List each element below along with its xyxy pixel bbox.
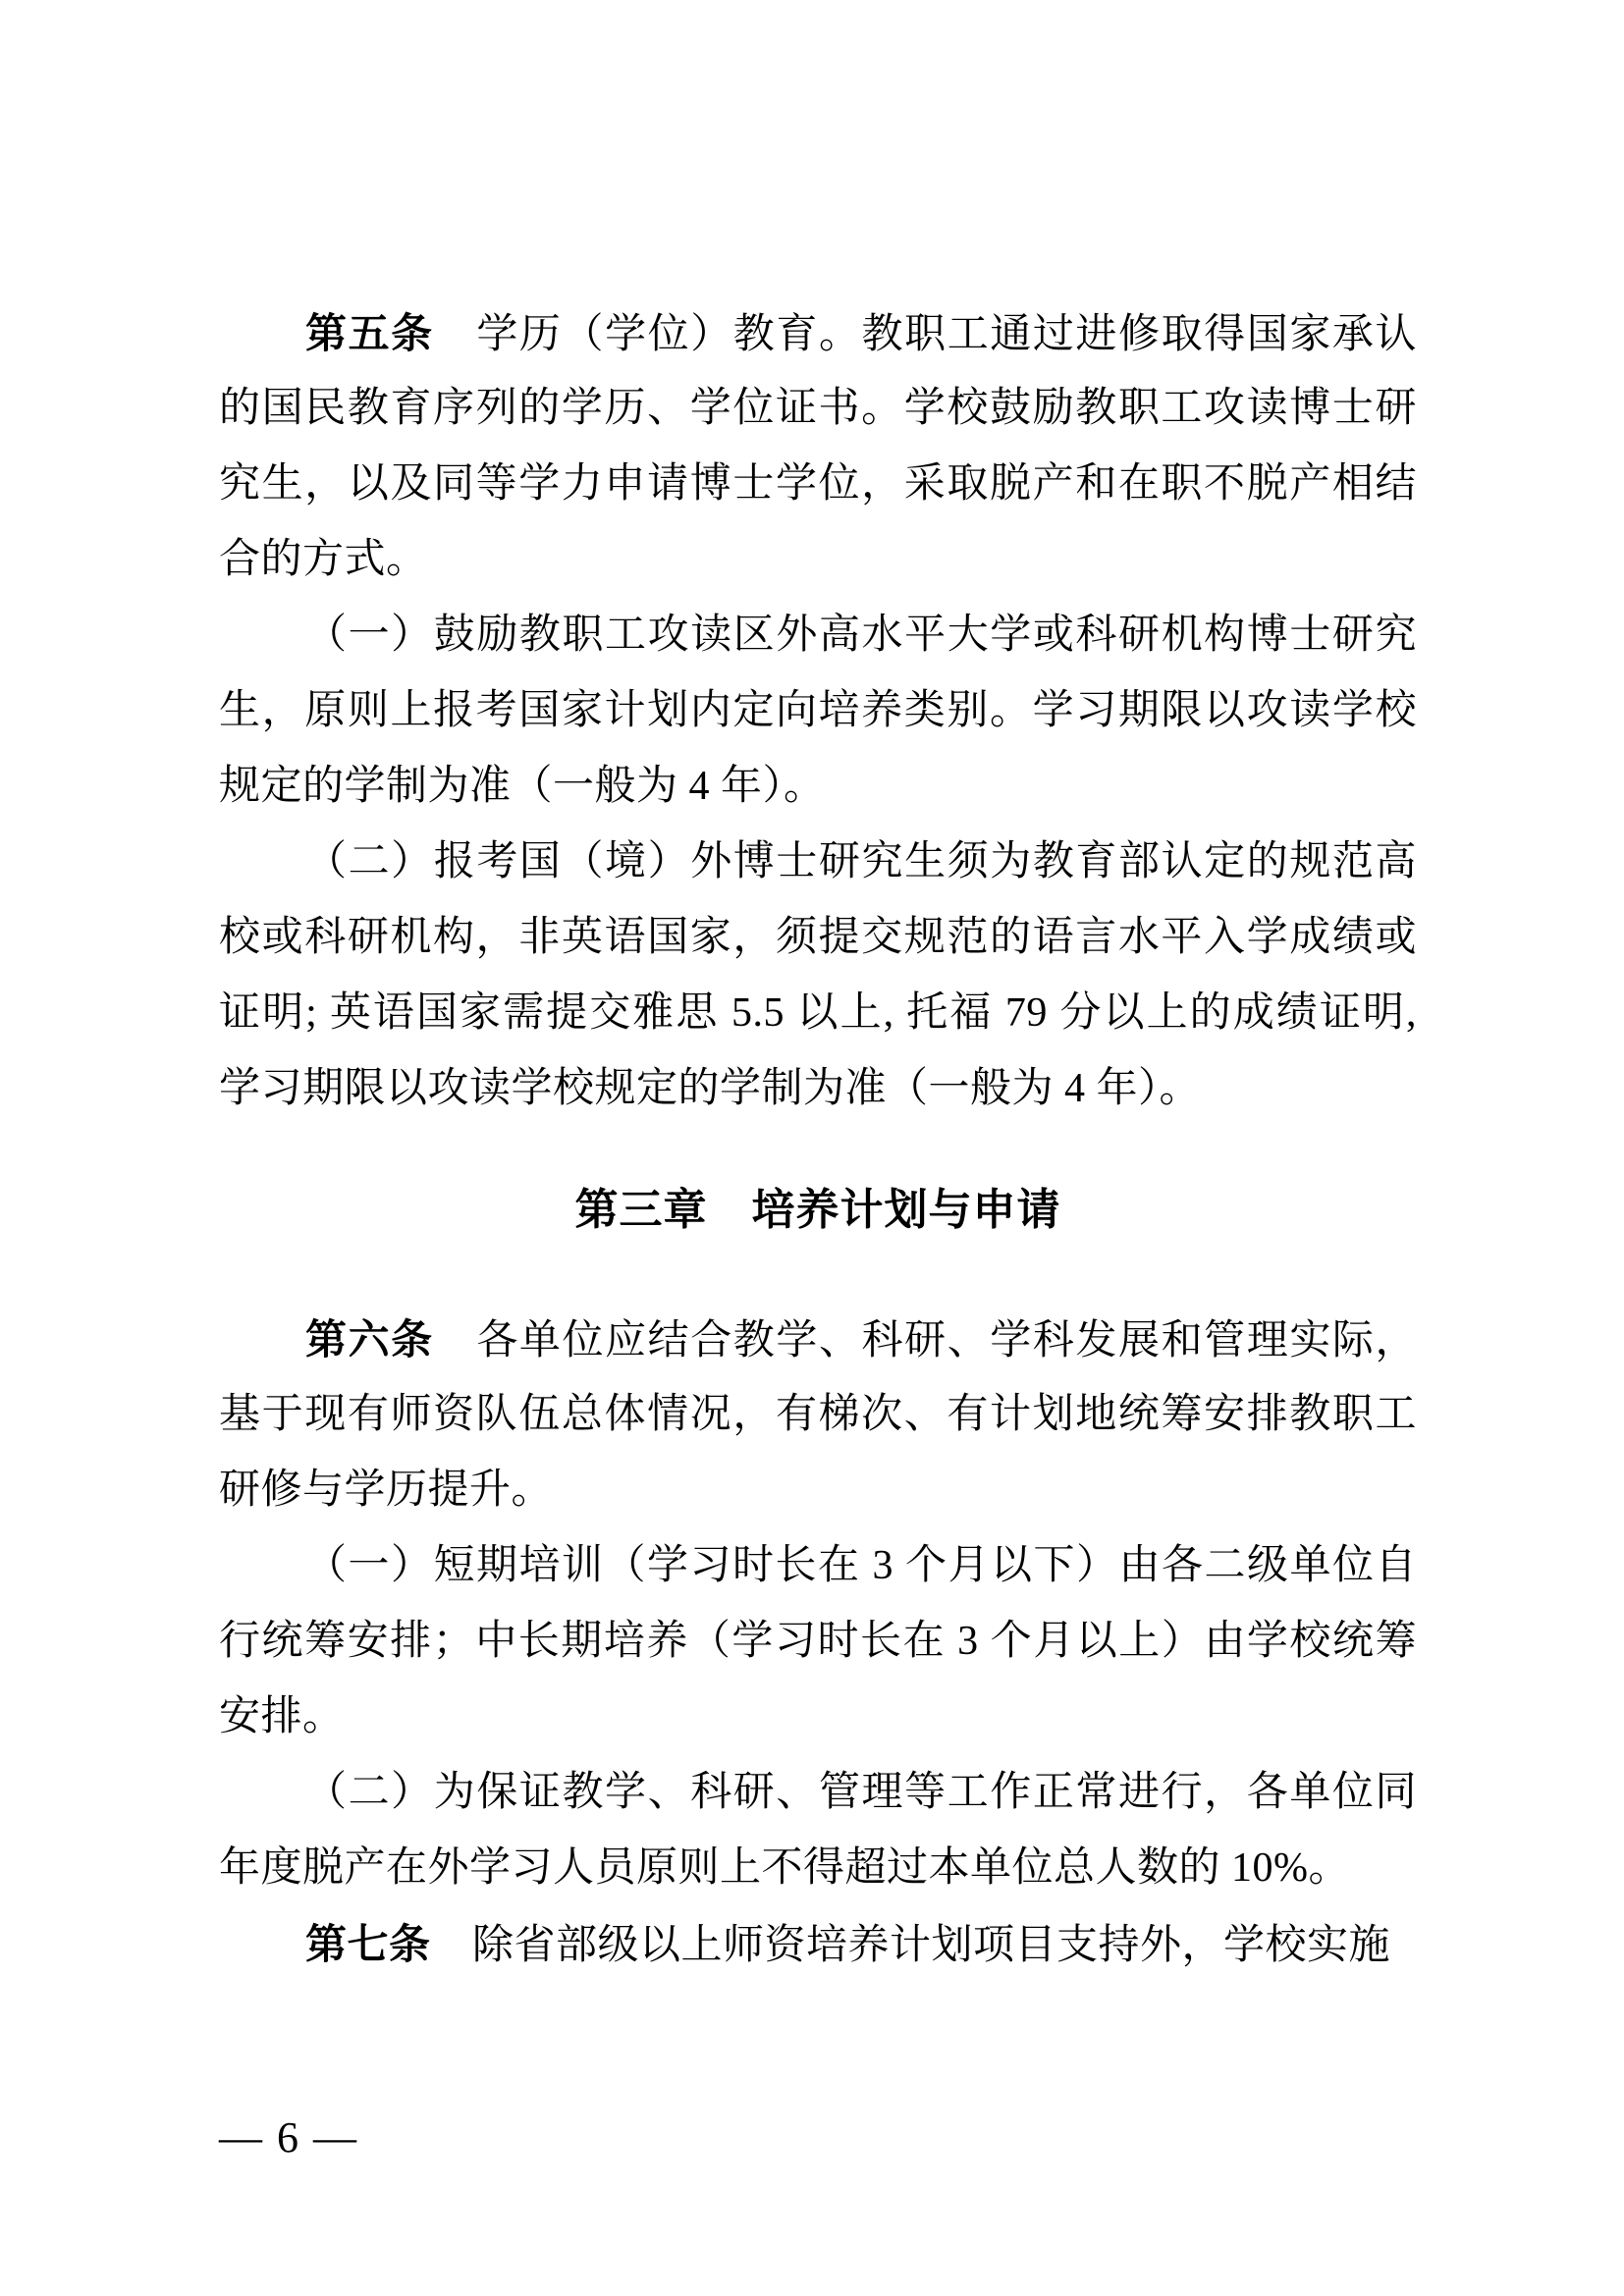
text-line: 安排。 <box>219 1694 345 1739</box>
text-line <box>219 1906 1417 1982</box>
text-line <box>219 1302 1417 1377</box>
text-line: （一）短期培训（学习时长在 3 个月以下）由各二级单位自 <box>305 1543 1417 1588</box>
text-segment: 除省部级以上师资培养计划项目支持外，学校实施 <box>430 1923 1391 1968</box>
text-line: 校或科研机构，非英语国家，须提交规范的语言水平入学成绩或 <box>219 915 1417 960</box>
text-segment: 各单位应结合教学、科研、学科发展和管理实际， <box>433 1318 1417 1363</box>
text-line: 行统筹安排；中长期培养（学习时长在 3 个月以上）由学校统筹 <box>219 1619 1417 1664</box>
text-line <box>219 295 1417 371</box>
text-line: 的国民教育序列的学历、学位证书。学校鼓励教职工攻读博士研 <box>219 386 1417 431</box>
paragraph-article-6 <box>219 1302 1417 1528</box>
text-line: 年度脱产在外学习人员原则上不得超过本单位总人数的 10%。 <box>219 1845 1350 1891</box>
article-number: 第五条 <box>305 310 434 356</box>
text-line: （一）鼓励教职工攻读区外高水平大学或科研机构博士研究 <box>305 613 1417 658</box>
paragraph-article-7 <box>219 1906 1417 1982</box>
text-line: 规定的学制为准（一般为 4 年）。 <box>219 764 826 809</box>
text-line: 生，原则上报考国家计划内定向培养类别。学习期限以攻读学校 <box>219 688 1417 733</box>
paragraph-item-2b <box>219 1755 1417 1906</box>
text-line: 研修与学历提升。 <box>219 1468 554 1513</box>
article-number: 第六条 <box>305 1316 434 1362</box>
text-line: （二）报考国（境）外博士研究生须为教育部认定的规范高 <box>305 839 1417 884</box>
text-line: 学习期限以攻读学校规定的学制为准（一般为 4 年）。 <box>219 1066 1202 1111</box>
document-body <box>219 295 1417 1982</box>
paragraph-item-1b <box>219 1528 1417 1755</box>
article-number: 第七条 <box>305 1921 431 1967</box>
text-line: 究生，以及同等学力申请博士学位，采取脱产和在职不脱产相结 <box>219 461 1417 507</box>
text-line: （二）为保证教学、科研、管理等工作正常进行，各单位同 <box>305 1770 1417 1815</box>
paragraph-item-1 <box>219 598 1417 825</box>
text-segment: 学历（学位）教育。教职工通过进修取得国家承认 <box>433 312 1417 357</box>
text-line: 证明; 英语国家需提交雅思 5.5 以上, 托福 79 分以上的成绩证明, <box>219 990 1417 1036</box>
text-line: 基于现有师资队伍总体情况，有梯次、有计划地统筹安排教职工 <box>219 1392 1417 1437</box>
paragraph-article-5 <box>219 295 1417 598</box>
text-line: 合的方式。 <box>219 537 428 582</box>
page-number: — 6 — <box>219 2113 358 2162</box>
paragraph-item-2 <box>219 825 1417 1127</box>
chapter-heading: 第三章 培养计划与申请 <box>574 1186 1061 1234</box>
